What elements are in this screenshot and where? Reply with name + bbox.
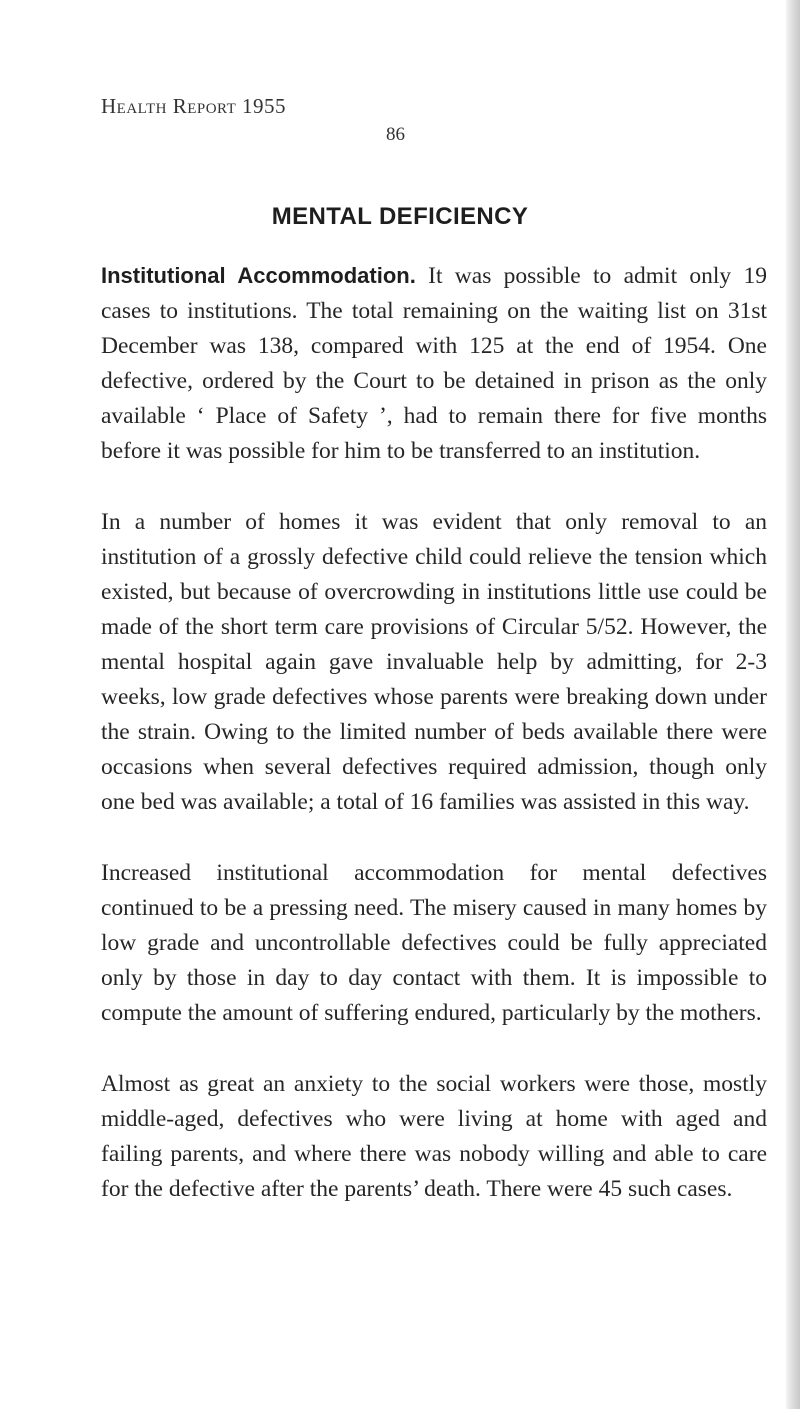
- paragraph-homes-relief: In a number of homes it was evident that only removal to an institution of a grossly defective child could relieve the tension which existed, but because of overcrowding in institutions little use could be made of the short term care provisions of Circular 5/52. However, the mental hospital again gave invaluable help by admitting, for 2-3 weeks, low grade defectives whose parents were breaking down under the strain. Owing to the limited number of beds available there were occasions when several defectives required admission, though only one bed was available; a total of 16 families was assisted in this way.: [101, 509, 767, 815]
- section-title: MENTAL DEFICIENCY: [271, 203, 529, 230]
- body-text: [101, 258, 767, 1243]
- paragraph-lead-heading: Institutional Accommodation.: [101, 263, 416, 288]
- running-head: Health Report 1955: [101, 94, 287, 118]
- paragraph-institutional-accommodation: [101, 258, 767, 469]
- paragraph-accommodation-need: Increased institutional accommodation for mental defectives continued to be a pressing need. The misery caused in many homes by low grade and uncontrollable defectives could be fully appreciated only by those in day to day contact with them. It is impossible to compute the amount of suffering endured, particularly by the mothers.: [101, 860, 767, 1026]
- paragraph-aged-parents: Almost as great an anxiety to the social workers were those, mostly middle-aged, defectives who were living at home with aged and failing parents, and where there was nobody willing and able to care for the defective after the parents’ death. There were 45 such cases.: [101, 1071, 767, 1202]
- paragraph-text: It was possible to admit only 19 cases to institutions. The total remaining on the waiting list on 31st December was 138, compared with 125 at the end of 1954. One defective, ordered by the Court to be detained in prison as the only available ‘ Place of Safety ’, had to remain there for five months before it was possible for him to be transferred to an institution.: [101, 263, 767, 464]
- page-number: 86: [386, 124, 405, 145]
